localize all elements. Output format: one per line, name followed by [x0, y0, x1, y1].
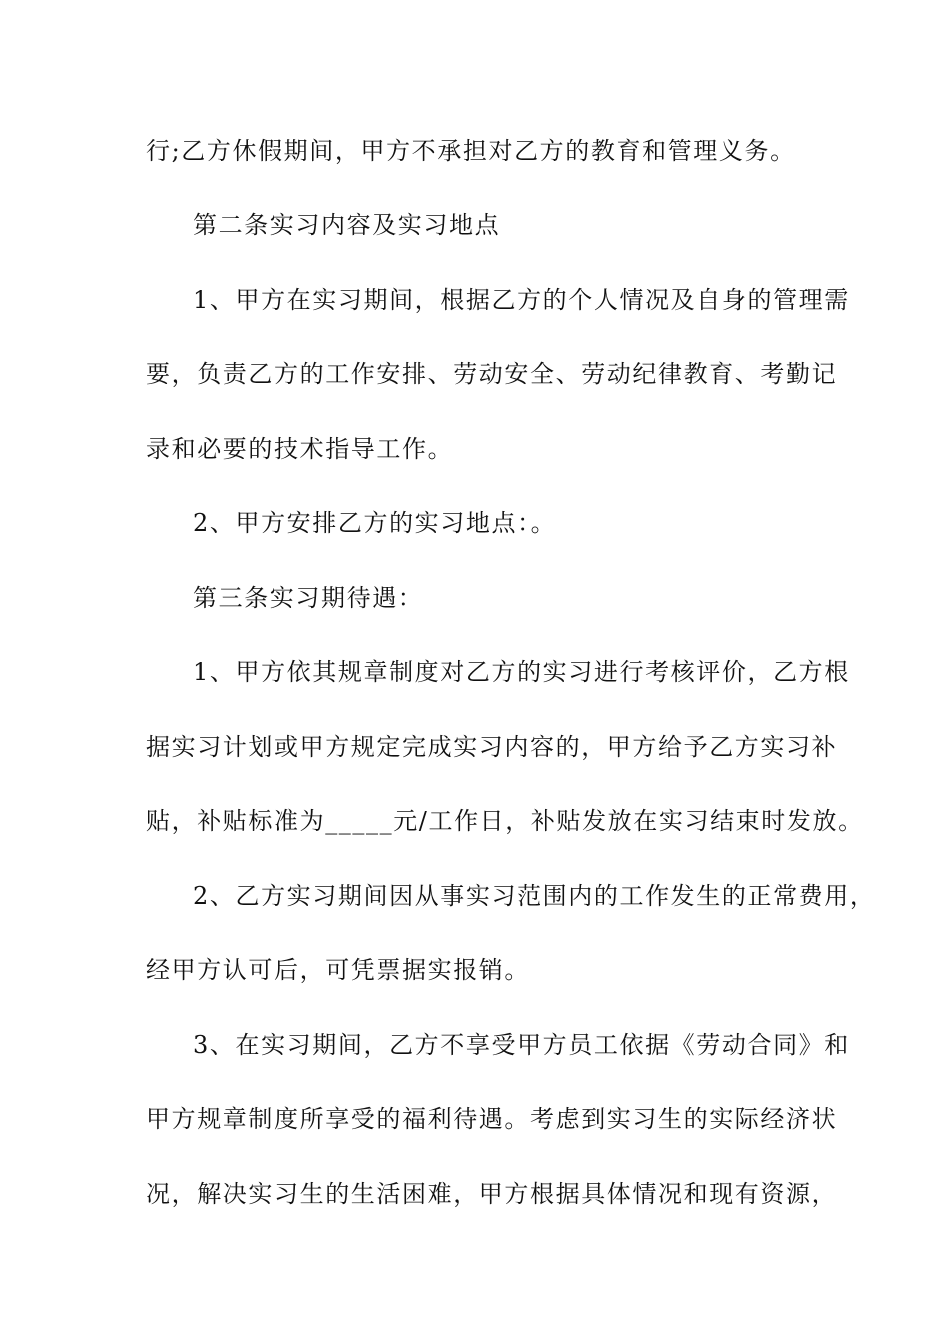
text-line-10: 贴，补贴标准为_____元/工作日，补贴发放在实习结束时发放。	[146, 807, 864, 835]
text-line-11: 2、乙方实习期间因从事实习范围内的工作发生的正常费用，	[193, 882, 876, 910]
text-line-9: 据实习计划或甲方规定完成实习内容的，甲方给予乙方实习补	[146, 733, 838, 761]
text-line-3: 1、甲方在实习期间，根据乙方的个人情况及自身的管理需	[193, 286, 850, 314]
text-line-12: 经甲方认可后，可凭票据实报销。	[146, 956, 530, 984]
text-line-8: 1、甲方依其规章制度对乙方的实习进行考核评价，乙方根	[193, 658, 850, 686]
text-line-15: 况，解决实习生的生活困难，甲方根据具体情况和现有资源，	[146, 1180, 838, 1208]
text-line-6: 2、甲方安排乙方的实习地点：。	[193, 509, 557, 537]
text-line-4: 要，负责乙方的工作安排、劳动安全、劳动纪律教育、考勤记	[146, 360, 838, 388]
text-line-14: 甲方规章制度所享受的福利待遇。考虑到实习生的实际经济状	[146, 1105, 838, 1133]
section-heading-2: 第二条实习内容及实习地点	[193, 211, 501, 239]
text-line-5: 录和必要的技术指导工作。	[146, 435, 454, 463]
text-line-13: 3、在实习期间，乙方不享受甲方员工依据《劳动合同》和	[193, 1031, 850, 1059]
section-heading-3: 第三条实习期待遇：	[193, 584, 424, 612]
text-line-1: 行;乙方休假期间，甲方不承担对乙方的教育和管理义务。	[146, 137, 796, 165]
